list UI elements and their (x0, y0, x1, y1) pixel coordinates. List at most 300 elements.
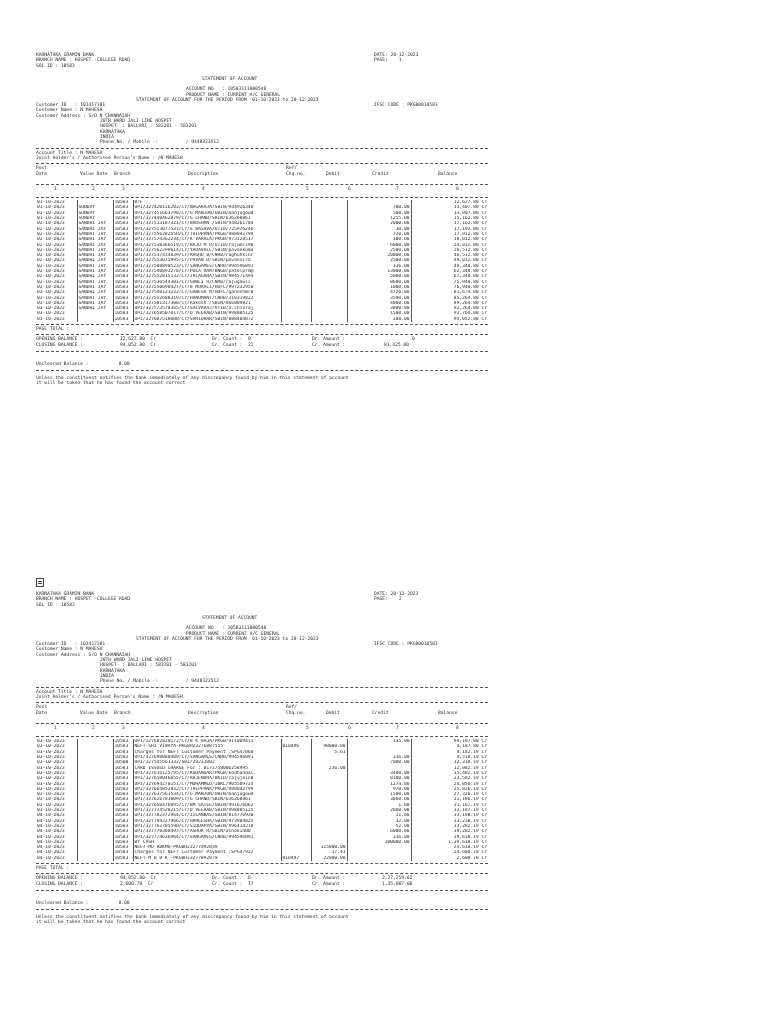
dr-amount-value: 0 (412, 337, 415, 343)
description-cell: UPI/327540131222/Cr/GANESH M/HDFC/ganeshmr0 (133, 290, 281, 295)
post-date-cell: 01-10-2023 (36, 211, 77, 216)
cr-amount-value: 81,425.00 (384, 343, 409, 349)
value-date-cell: GANDHI JAY (77, 253, 113, 258)
debit-cell: 236.00 (311, 766, 347, 771)
description-cell: UPI/327552688319/Cr/HANUMANT/CNRB/310319822 (133, 296, 281, 301)
post-date-cell: 02-10-2023 (36, 274, 77, 279)
cr-count: Cr. Count : 22 (212, 343, 254, 349)
totals-block (36, 876, 488, 888)
divider (36, 909, 488, 910)
post-date-cell: 03-10-2023 (36, 755, 77, 760)
ref-chq-cell: 010497 (281, 856, 311, 861)
account-number: ACCOUNT NO : 10583111000548 (186, 626, 267, 632)
post-date-cell: 02-10-2023 (36, 237, 77, 242)
post-date-cell: 02-10-2023 (36, 280, 77, 285)
description-cell: UPI/327698080409/Cr/SANGAMES/CNRB/994596091 (133, 755, 281, 760)
transactions-table (36, 739, 488, 861)
customer-block (36, 103, 488, 145)
divider (36, 351, 488, 352)
branch-code-cell: 10583 (113, 797, 133, 802)
description-cell: UPI/327770368497/Cr/ASHOK R/SBIN/ashok1400 (133, 829, 281, 834)
value-date-cell (77, 317, 113, 322)
balance-cell: 39,282.19 Cr (453, 829, 487, 835)
debit-cell: 5.61 (311, 750, 347, 755)
statement-title: STATEMENT OF ACCOUNT (202, 77, 258, 82)
page-total: PAGE TOTAL : (36, 865, 70, 871)
balance-cell: 81,674.80 Cr (453, 290, 487, 296)
branch-code-cell: 10583 (113, 771, 133, 776)
closing-balance-label: CLOSING BALANCE : (36, 882, 84, 888)
notice-line: Unless the constituent notifies the bank immediately of any discrepancy found by him in this statement of account (36, 375, 349, 381)
document-icon (36, 578, 44, 587)
balance-cell: 15,482.19 Cr (453, 770, 487, 776)
divider (36, 702, 488, 703)
bank-name: KARNATAKA GRAMIN BANK (36, 53, 95, 58)
description-cell: UPI/327664852832/Cr/THIPPANA/PKGB/988042799 (133, 787, 281, 792)
branch-name: BRANCH NAME : HOSPET -COLLEGE ROAD (36, 597, 131, 603)
address-line: KARNATAKA (100, 129, 125, 135)
balance-cell: 17,912.80 Cr (453, 231, 487, 237)
credit-cell: 100.00 (347, 237, 411, 242)
description-cell: UPI/327513187321/Cr/BHUSHAN /SBIN/948261704 (133, 221, 281, 226)
value-date-cell: GANDHI JAY (77, 232, 113, 237)
description-cell: UPI/327562299614/Cr/YADAVALL/SBIN/pavankuma (133, 248, 281, 253)
product-name: PRODUCT NAME : CURRENT A/C GENERAL (186, 631, 281, 637)
branch-code-cell: 10583 (113, 766, 133, 771)
credit-cell: 2000.00 (347, 221, 411, 226)
col-number: 3 (122, 726, 125, 732)
col-credit: Credit (372, 172, 389, 178)
value-date-cell: GANDHI JAY (77, 243, 113, 248)
debit-cell: 17.41 (311, 850, 347, 855)
description-cell: Charges for NEFT Customer Payment :SPG47922 (133, 850, 281, 855)
post-date-cell: 03-10-2023 (36, 792, 77, 797)
branch-code-cell: 10583 (113, 819, 133, 824)
post-date-cell: 04-10-2023 (36, 856, 77, 861)
sol-id: SOL ID : 10583 (36, 602, 75, 608)
ref-chq-cell: 010496 (281, 744, 311, 749)
customer-id: Customer ID : 101417381 (36, 103, 106, 109)
post-date-cell: 03-10-2023 (36, 290, 77, 295)
balance-cell: 2,600.78 Cr (456, 855, 487, 861)
description-cell: UPI/327602820172/Cr/B K RAJA/PKGB/911069411 (133, 739, 281, 744)
sol-id: SOL ID : 10583 (36, 63, 75, 69)
balance-cell: 31,187.19 Cr (453, 802, 487, 808)
description-cell: UPI/327762705590/Cr/SIDDAPPA/SBIN/996414218 (133, 824, 281, 829)
branch-code-cell: 10583 (113, 311, 133, 316)
description-cell: CARD ISSUED CHARGE For : 8172758006258995 (133, 766, 281, 771)
address-line: INDIA (100, 134, 114, 140)
credit-cell: 1500.00 (347, 792, 411, 797)
post-date-cell: 02-10-2023 (36, 221, 77, 226)
balance-cell: 24,618.19 Cr (453, 845, 487, 851)
value-date-cell: GANDHI JAY (77, 221, 113, 226)
description-cell: UPI/327694270151/Cr/MOHAMMED/IBKL/905509724 (133, 782, 281, 787)
divider (36, 736, 488, 737)
col-number: 5 (306, 726, 309, 732)
col-credit: Credit (372, 711, 389, 717)
description-cell: UPI/327552815132/Cr/JALAGARA/SBIN/984571494 (133, 274, 281, 279)
credit-cell: 1500.00 (347, 311, 411, 316)
description-cell: UPI/327508890523/Cr/SANGAMES/CNRB/994596091 (133, 264, 281, 269)
divider (36, 334, 488, 335)
post-date-cell: 04-10-2023 (36, 850, 77, 855)
totals-block (36, 337, 488, 349)
table-header (36, 705, 488, 721)
col-chq: Chq.no. (286, 711, 306, 717)
post-date-cell: 03-10-2023 (36, 803, 77, 808)
page-total: PAGE TOTAL : (36, 326, 70, 332)
branch-code-cell: 10583 (113, 227, 133, 232)
account-title: Account Title : N MAHESH (36, 150, 103, 156)
post-date-cell: 04-10-2023 (36, 824, 77, 829)
post-date-cell: 03-10-2023 (36, 776, 77, 781)
col-number: 4 (202, 187, 205, 193)
statement-page-2 (36, 592, 488, 925)
uncleared-balance (36, 901, 488, 906)
opening-balance-value: 12,627.80 Cr (120, 337, 156, 343)
divider (36, 873, 488, 874)
post-date-cell: 03-10-2023 (36, 311, 77, 316)
post-date-cell: 03-10-2023 (36, 306, 77, 311)
statement-page-1 (36, 53, 488, 386)
phone-line: Phone No. / Mobile -: / 9448323512 (100, 679, 219, 685)
phone-line: Phone No. / Mobile -: / 9448323512 (100, 140, 219, 146)
col-balance: Balance (438, 172, 458, 178)
statement-period: STATEMENT OF ACCOUNT FOR THE PERIOD FROM 01-10-2023 to 20-12-2023 (136, 636, 319, 642)
divider (36, 324, 488, 325)
description-cell: B/F (133, 200, 281, 205)
col-description: Description (188, 172, 219, 178)
value-date-cell: GANDHI JAY (77, 237, 113, 242)
col-debit: Debit (326, 711, 340, 717)
divider (36, 687, 488, 688)
branch-code-cell: 10583 (113, 750, 133, 755)
credit-cell: 3860.00 (347, 797, 411, 802)
balance-cell: 13,407.80 Cr (453, 205, 487, 211)
branch-code-cell: 10583 (113, 840, 133, 845)
balance-cell: 25,826.19 Cr (453, 786, 487, 792)
credit-cell: 6000.00 (347, 829, 411, 834)
opening-balance-label: OPENING BALANCE : (36, 337, 84, 343)
statement-date: DATE: 20-12-2023 (374, 592, 419, 597)
credit-cell: 3000.00 (347, 306, 411, 311)
balance-cell: 24,012.80 Cr (453, 242, 487, 248)
branch-code-cell: 10583 (113, 221, 133, 226)
branch-code-cell: 10583 (113, 296, 133, 301)
address-line: HOSPET : BALLARI : 583201 - 583201 (100, 124, 197, 130)
dr-amount-label: Dr. Amount : (312, 876, 346, 882)
branch-code-cell: 10583 (113, 813, 133, 818)
opening-balance-value: 94,052.80 Cr (120, 876, 156, 882)
balance-cell: 49,348.80 Cr (453, 263, 487, 269)
description-cell: UPI/327650476095/Cr/BM SATEE/UBIN/991676062 (133, 803, 281, 808)
post-date-cell: 03-10-2023 (36, 808, 77, 813)
credit-cell: 288.00 (347, 317, 411, 322)
description-cell: UPI/327540893278/Cr/POLA RAM/BNGB/patelprm@ (133, 269, 281, 274)
balance-cell: 67,348.80 Cr (453, 274, 487, 280)
credit-cell: 13000.00 (347, 269, 411, 274)
description-cell: UPI/327650046655/Cr/RAJENDRA/BKID/rajujain0 (133, 776, 281, 781)
balance-cell: 17,192.80 Cr (453, 226, 487, 232)
balance-cell: 4,182.19 Cr (456, 749, 487, 755)
credit-cell: 6000.00 (347, 243, 411, 248)
branch-code-cell: 10583 (113, 232, 133, 237)
value-date-cell: GANDHI JAY (77, 258, 113, 263)
value-date-cell (77, 856, 113, 861)
col-number: 7 (396, 726, 399, 732)
branch-code-cell: 10583 (113, 850, 133, 855)
credit-cell: 1255.00 (347, 216, 411, 221)
col-chq: Chq.no. (286, 172, 306, 178)
divider (36, 723, 488, 724)
balance-cell: 89,264.80 Cr (453, 300, 487, 306)
balance-cell: 85,264.80 Cr (453, 295, 487, 301)
credit-cell: 720.00 (347, 232, 411, 237)
credit-cell: 4726.00 (347, 290, 411, 295)
col-description: Description (188, 711, 219, 717)
value-date-cell: GANDHI JAY (77, 269, 113, 274)
joint-holder: Joint Holder's / Authorised Person's Name : /N MAHESH (36, 694, 183, 700)
branch-name: BRANCH NAME : HOSPET -COLLEGE ROAD (36, 58, 131, 64)
balance-cell: 26,512.80 Cr (453, 247, 487, 253)
description-cell: UPI/327782372964/Cr/JILANBAS/SBIN/814776930 (133, 813, 281, 818)
branch-code-cell: 10583 (113, 782, 133, 787)
description-cell: NEFT-MD RBKMU-PKGBH23277892839 (133, 845, 281, 850)
post-date-cell: 03-10-2023 (36, 787, 77, 792)
credit-cell: 2000.00 (347, 808, 411, 813)
description-cell: UPI/327420116203/Cr/NAGARAJA/SBIN/944926340 (133, 205, 281, 210)
credit-cell: 1274.00 (347, 782, 411, 787)
col-date: Date (36, 711, 48, 717)
col-number: 6 (348, 726, 351, 732)
post-date-cell: 03-10-2023 (36, 766, 77, 771)
uncleared-label: Uncleared Balance : (36, 901, 89, 907)
balance-cell: 24,600.78 Cr (453, 850, 487, 856)
col-date: Date (36, 172, 48, 178)
customer-name: Customer Name : N MAHESH (36, 108, 103, 114)
page-number: PAGE: 2 (374, 597, 402, 603)
branch-code-cell: 10583 (113, 237, 133, 242)
description-cell: UPI/327553075995/Cr/PAVAN D/SBIN/pavanvira (133, 258, 281, 263)
col-value-date: Value Date (80, 172, 108, 178)
value-date-cell: GANDHI JAY (77, 248, 113, 253)
credit-cell: 32.00 (347, 819, 411, 824)
branch-code-cell: 10583 (113, 744, 133, 749)
description-cell: UPI/327774636964/Cr/SANGAMES/CNRB/994596091 (133, 835, 281, 840)
col-number: 1 (54, 726, 57, 732)
col-number: 8 (456, 726, 459, 732)
col-number: 3 (122, 187, 125, 193)
col-balance: Balance (438, 711, 458, 717)
branch-code-cell: 10583 (113, 792, 133, 797)
credit-cell: 20000.00 (347, 253, 411, 258)
post-date-cell: 04-10-2023 (36, 829, 77, 834)
divider (36, 184, 488, 185)
credit-cell: 100000.00 (347, 840, 411, 845)
ifsc-code: IFSC CODE : PKGB0010583 (374, 642, 438, 648)
col-post: Post (36, 166, 48, 172)
balance-cell: 76,948.80 Cr (453, 284, 487, 290)
branch-code-cell: 10583 (113, 216, 133, 221)
value-date-cell: GANDHI JAY (77, 227, 113, 232)
col-debit: Debit (326, 172, 340, 178)
post-date-cell: 02-10-2023 (36, 264, 77, 269)
transactions-table (36, 200, 488, 322)
address-line: KARNATAKA (100, 668, 125, 674)
credit-cell: 8600.00 (347, 280, 411, 285)
branch-code-cell: 10583 (113, 776, 133, 781)
branch-code-cell: 10583 (113, 205, 133, 210)
credit-cell: 8100.00 (347, 776, 411, 781)
branch-code-cell: 10583 (113, 317, 133, 322)
balance-cell: 46,512.80 Cr (453, 253, 487, 259)
post-date-cell: 02-10-2023 (36, 227, 77, 232)
balance-cell: 1,39,618.19 Cr (448, 839, 487, 845)
page-header (36, 53, 488, 69)
description-cell: UPI/327637561534/Cr/G MANJUN/UBIN/manjugowd (133, 792, 281, 797)
customer-address: Customer Address : S/O N CHANNAIAH (36, 652, 131, 658)
notice-line: it will be taken that he has found the account correct (36, 380, 186, 386)
post-date-cell: 02-10-2023 (36, 253, 77, 258)
balance-cell: 33,282.19 Cr (453, 823, 487, 829)
balance-cell: 33,187.19 Cr (453, 808, 487, 814)
branch-code-cell: 10583 (113, 243, 133, 248)
credit-cell: 4000.00 (347, 301, 411, 306)
description-cell: UPI/327556282558/Cr/THIPPANA/PKGB/988042799 (133, 232, 281, 237)
closing-balance-value: 94,052.80 Cr (120, 343, 156, 349)
credit-cell: 1.00 (347, 803, 411, 808)
col-ref: Ref/ (286, 705, 298, 711)
branch-code-cell: 10583 (113, 306, 133, 311)
post-date-cell: 03-10-2023 (36, 782, 77, 787)
credit-cell: 500.00 (347, 211, 411, 216)
dr-amount-value: 2,27,259.02 (382, 876, 413, 882)
description-cell: UPI/327794327966/Cr/HAREESHA/SBIN/973984825 (133, 819, 281, 824)
description-cell: UPI/327440462879/Cr/G CHAND/SBIN/636260861 (133, 216, 281, 221)
ifsc-code: IFSC CODE : PKGB0010583 (374, 103, 438, 109)
value-date-cell: GANDHI JAY (77, 290, 113, 295)
col-number: 5 (306, 187, 309, 193)
balance-cell: 27,326.19 Cr (453, 792, 487, 798)
post-date-cell: 02-10-2023 (36, 269, 77, 274)
credit-cell: 7800.00 (347, 760, 411, 765)
credit-cell: 336.00 (347, 835, 411, 840)
description-cell: UPI/327538366519/Cr/RAJU M R/UTIB/rajumr198 (133, 243, 281, 248)
col-value-date: Value Date (80, 711, 108, 717)
product-name: PRODUCT NAME : CURRENT A/C GENERAL (186, 92, 281, 98)
balance-cell: 49,012.80 Cr (453, 258, 487, 264)
closing-balance-label: CLOSING BALANCE : (36, 343, 84, 349)
post-date-cell: 04-10-2023 (36, 835, 77, 840)
dr-count: Dr. Count : 0 (212, 337, 251, 343)
debit-cell: 22000.00 (311, 856, 347, 861)
branch-code-cell: 10583 (113, 290, 133, 295)
post-date-cell: 03-10-2023 (36, 797, 77, 802)
column-numbers (36, 187, 488, 195)
customer-block (36, 642, 488, 684)
value-date-cell: GANDHI JAY (77, 301, 113, 306)
description-cell: UPI/327550698427/Cr/B MURALI/HDFC/997232950 (133, 285, 281, 290)
branch-code-cell: 10583 (113, 755, 133, 760)
page-header (36, 592, 488, 608)
branch-code-cell: 10583 (113, 301, 133, 306)
customer-name: Customer Name : N MAHESH (36, 647, 103, 653)
value-date-cell: SUNDAY (77, 216, 113, 221)
statement-date: DATE: 20-12-2023 (374, 53, 419, 58)
post-date-cell: 01-10-2023 (36, 216, 77, 221)
ref-chq-cell (281, 317, 311, 322)
balance-cell: 12,318.19 Cr (453, 760, 487, 766)
post-date-cell: 02-10-2023 (36, 258, 77, 263)
customer-id: Customer ID : 101417381 (36, 642, 106, 648)
post-date-cell: 03-10-2023 (36, 750, 77, 755)
col-number: 4 (202, 726, 205, 732)
page-number: PAGE: 1 (374, 58, 402, 64)
notice-line: Unless the constituent notifies the bank immediately of any discrepancy found by him in this statement of account (36, 914, 349, 920)
branch-code-cell: 10583 (113, 824, 133, 829)
credit-cell: 970.00 (347, 787, 411, 792)
description-cell: UPI/327774528215/Cr/D VEERAB/SBIN/998085125 (133, 808, 281, 813)
address-line: INDIA (100, 673, 114, 679)
description-cell: UPI/327451663798/Cr/G MANJUN/UBIN/manjugowd (133, 211, 281, 216)
divider (36, 863, 488, 864)
description-cell: UPI/327626781009/Cr/G CHAND/SBIN/636260861 (133, 797, 281, 802)
uncleared-value: 0.00 (118, 362, 130, 368)
branch-code-cell: 10583 (113, 803, 133, 808)
post-date-cell: 03-10-2023 (36, 771, 77, 776)
dr-count: Dr. Count : 6 (212, 876, 251, 882)
branch-code-cell: 10500 (113, 760, 133, 765)
balance-cell: 15,162.80 Cr (453, 216, 487, 222)
description-cell: UPI/327537414839/Cr/RAGHU B/CNRB/raghuhklnr (133, 253, 281, 258)
description-cell: UPI/327523077531/Cr/S BASAVA/UTIB/72597624b (133, 227, 281, 232)
balance-cell: 13,907.80 Cr (453, 210, 487, 216)
balance-cell: 12,627.80 Cr (453, 200, 487, 206)
divider (36, 370, 488, 371)
credit-cell: 2500.00 (347, 258, 411, 263)
balance-cell: 12,082.19 Cr (453, 765, 487, 771)
credit-cell: 780.00 (347, 205, 411, 210)
value-date-cell: GANDHI JAY (77, 280, 113, 285)
debit-cell: 115000.00 (311, 845, 347, 850)
cr-amount-label: Cr. Amount : (312, 882, 346, 888)
uncleared-value: 0.00 (118, 901, 130, 907)
col-number: 2 (92, 187, 95, 193)
col-post: Post (36, 705, 48, 711)
credit-cell: 3400.00 (347, 771, 411, 776)
balance-cell: 92,264.80 Cr (453, 306, 487, 312)
description-cell: UPI/327574362234/Cr/K VARALA/PKGB/973128517 (133, 237, 281, 242)
branch-code-cell: 10583 (113, 808, 133, 813)
branch-code-cell: 10583 (113, 739, 133, 744)
balance-cell: 17,162.80 Cr (453, 221, 487, 227)
cr-amount-value: 1,35,807.00 (382, 882, 413, 888)
branch-code-cell: 10583 (113, 200, 133, 205)
branch-code-cell: 10583 (113, 856, 133, 861)
value-date-cell: GANDHI JAY (77, 274, 113, 279)
account-title: Account Title : N MAHESH (36, 689, 103, 695)
credit-cell (347, 856, 411, 861)
credit-cell: 1000.00 (347, 285, 411, 290)
branch-code-cell: 10583 (113, 787, 133, 792)
address-line: 20TH WARD JALI LINE HOSPET (100, 119, 172, 125)
credit-cell: 336.00 (347, 264, 411, 269)
balance-cell: 62,348.80 Cr (453, 269, 487, 275)
col-number: 7 (396, 187, 399, 193)
post-date-cell: 04-10-2023 (36, 813, 77, 818)
address-line: HOSPET : BALLARI : 583201 - 583201 (100, 663, 197, 669)
